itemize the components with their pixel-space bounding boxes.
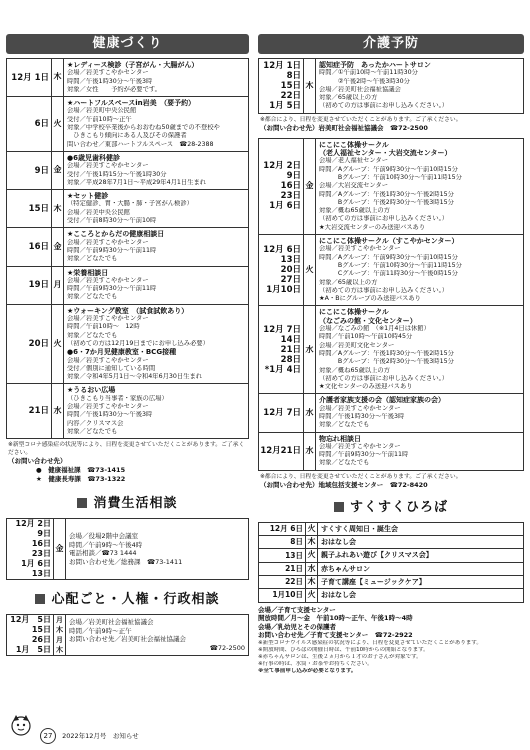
event-line: 時間／午前9時30分～午前11時 — [67, 246, 157, 254]
consumer-line: 電話相談／☎73 1444 — [69, 549, 137, 558]
kids-text: 子育て講座【ミュージックケア】 — [318, 575, 524, 588]
heading-bar-icon — [334, 502, 344, 512]
care-date: 14日 — [280, 334, 301, 345]
care-table-1 — [258, 58, 524, 114]
human-heading — [6, 590, 249, 610]
health-row — [7, 190, 249, 228]
care-date: 8日 — [286, 70, 301, 81]
care-line: 時間／Aグループ：午後1時30分～午後2時15分 — [319, 349, 454, 357]
health-contact-2: ★ 健康長寿課 ☎73-1322 — [36, 475, 126, 484]
care-line: 会場／岩美町文化センター — [319, 341, 395, 349]
event-title: ●6歳児歯科健診 — [67, 153, 120, 162]
event-line: 会場／岩美すこやかセンター — [67, 238, 149, 246]
event-body — [64, 228, 249, 266]
event-line: 会場／岩美中央公民館 — [67, 208, 130, 216]
care-date: 13日 — [280, 255, 301, 266]
care-line: 時間／Aグループ：午前9時30分～午前10時15分 — [319, 253, 458, 261]
event-body — [64, 384, 249, 439]
event-line: 時間／午後1時30分～午後3時 — [67, 411, 153, 419]
event-dow: 水 — [52, 384, 64, 439]
care-dates: 12月21日 — [259, 432, 304, 470]
health-row — [7, 97, 249, 152]
care-line: 時間／①午前10時～午前11時30分 — [319, 69, 418, 77]
event-line: （ひきこもり当事者・家族の広場） — [67, 394, 168, 402]
care-row — [259, 235, 524, 306]
event-line: ●6・7か月児健康教室・BCG接種 — [67, 348, 177, 357]
mascot-icon — [8, 712, 34, 738]
event-line: 対象／どなたでも — [67, 255, 118, 263]
event-line: 会場／岩美すこやかセンター — [67, 162, 149, 170]
event-title: ★栄養相談日 — [67, 268, 109, 277]
kids-text: おはなし会 — [318, 589, 524, 602]
event-line: 受付／個別に通知している時間 — [67, 364, 156, 372]
event-line: ひきこもり傾向にある人及びその保護者 — [67, 132, 187, 140]
kids-date: 21日 — [259, 562, 306, 575]
care-body — [316, 59, 524, 114]
human-line: 時間／午前9時～正午 — [69, 626, 132, 635]
care-line: 時間／午前9時30分～午前11時 — [319, 451, 409, 459]
event-body — [64, 151, 249, 189]
event-line: 受付／午後1時15分～午後1時30分 — [67, 170, 167, 178]
care-line: 会場／大岩交流センター — [319, 182, 389, 190]
care-body — [316, 138, 524, 234]
care-row — [259, 306, 524, 394]
care-dow: 水 — [304, 432, 316, 470]
care-line: 会場／岩美すこやかセンター — [319, 404, 401, 412]
kids-date: 1月10日 — [259, 589, 306, 602]
kids-row — [259, 549, 524, 562]
care-title: にこにこ体操サークル — [319, 140, 389, 149]
care-dates: 12月 7日 — [259, 394, 304, 432]
event-line: 対象／中学校卒業後からおおむね50歳までの不登校や — [67, 124, 220, 132]
health-row — [7, 151, 249, 189]
health-table — [6, 58, 249, 439]
care-line: （初めての方は事前にお申し込みください。） — [319, 374, 449, 382]
care-date: 9日 — [286, 171, 301, 182]
kids-dow: 木 — [306, 575, 318, 588]
kids-row — [259, 536, 524, 549]
kids-info-line: ※行事の時は、水筒・お茶やお持ちください。 — [258, 661, 373, 668]
consumer-date: 12月 2日 — [15, 519, 51, 529]
event-body — [64, 59, 249, 97]
health-contact-1: ● 健康福祉課 ☎73-1415 — [36, 466, 126, 475]
consumer-date: 1月 6日 — [21, 559, 51, 569]
event-body — [64, 304, 249, 384]
care-line: Bグループ：午後2時30分～午後3時15分 — [319, 358, 454, 366]
health-heading: 健康づくり — [6, 34, 249, 54]
kids-title: すくすくひろば — [349, 499, 448, 515]
event-date: 21日 — [7, 384, 52, 439]
consumer-dates — [7, 519, 54, 580]
care-line: Bグループ：午後2時30分～午後3時15分 — [319, 198, 454, 206]
care-line: 対象／概ね65歳以上の方 — [319, 366, 390, 374]
care-line: 対象／概ね65歳以上の方 — [319, 207, 390, 215]
event-dow: 木 — [52, 190, 64, 228]
event-line: 対象／令和4年5月1日～令和4年6月30日生まれ — [67, 373, 203, 381]
event-dow: 金 — [52, 151, 64, 189]
event-line: 会場／岩美すこやかセンター — [67, 69, 149, 77]
health-contact-label: （お問い合わせ先） — [8, 457, 67, 466]
event-line: 会場／岩美すこやかセンター — [67, 315, 149, 323]
care-line: Bグループ：午前10時30分～午前11時15分 — [319, 261, 462, 269]
health-row — [7, 304, 249, 384]
kids-dow: 木 — [306, 536, 318, 549]
consumer-table — [6, 518, 249, 580]
event-body — [64, 266, 249, 304]
care-dates — [259, 235, 304, 306]
event-date: 20日 — [7, 304, 52, 384]
care-line: 対象／65歳以上の方 — [319, 94, 378, 102]
care-line: （老人福祉センター・大岩交流センター） — [319, 149, 452, 158]
care-date: 28日 — [280, 354, 301, 365]
care-line: 時間／Aグループ：午前9時30分～午前10時15分 — [319, 165, 458, 173]
consumer-dow: 金 — [54, 519, 66, 580]
event-line: 対象／どなたでも — [67, 427, 118, 435]
event-title: ★ウォーキング教室 （試食試飲あり） — [67, 306, 189, 315]
care-date: 12月 7日 — [263, 324, 301, 335]
human-date: 26日 — [31, 635, 51, 645]
care-date: 21日 — [280, 344, 301, 355]
care-line: ②午後2時～午後3時30分 — [319, 77, 410, 85]
event-body — [64, 190, 249, 228]
care-line: 対象／どなたでも — [319, 459, 370, 467]
care-date: 1月 5日 — [269, 100, 301, 111]
care-dow: 金 — [304, 138, 316, 234]
page-footer — [40, 728, 139, 744]
consumer-line: お問い合わせ先／総務課 ☎73-1411 — [69, 557, 183, 566]
event-date: 16日 — [7, 228, 52, 266]
event-line: 対象／どなたでも — [67, 293, 118, 301]
care-dow: 水 — [304, 394, 316, 432]
event-line: 時間／午前9時30分～午前11時 — [67, 285, 157, 293]
care-date: 12月 6日 — [263, 245, 301, 256]
event-body — [64, 97, 249, 152]
kids-info-line: 会場／子育て支援センター — [258, 605, 336, 614]
kids-row — [259, 575, 524, 588]
event-line: 受付／午前10時～正午 — [67, 115, 132, 123]
care-line: 会場／岩美町社会福祉協議会 — [319, 85, 401, 93]
event-title: ★ハートフルスペースin岩美 （要予約） — [67, 99, 196, 108]
care-date: 23日 — [280, 191, 301, 202]
care-dow: 火 — [304, 235, 316, 306]
care-line: 対象／どなたでも — [319, 421, 370, 429]
human-date: 1月 5日 — [15, 645, 51, 655]
health-row — [7, 59, 249, 97]
heading-bar-icon — [77, 498, 87, 508]
care-contact-2: （お問い合わせ先）地域包括支援センター ☎72-8420 — [260, 480, 428, 489]
human-title: 心配ごと・人権・行政相談 — [51, 592, 220, 608]
care-note-1: ※都合により、日程を変更させていただくことがあります。ご了承ください。 — [260, 116, 462, 123]
kids-row — [259, 589, 524, 602]
human-date: 15日 — [31, 625, 51, 635]
care-row — [259, 138, 524, 234]
kids-info-line: お問い合わせ先／子育て支援センター ☎72-2922 — [258, 631, 413, 640]
care-dow: 木 — [304, 59, 316, 114]
human-dow: 木 — [56, 646, 63, 655]
event-line: 時間／午前10時～ 12時 — [67, 323, 140, 331]
event-line: 会場／岩美町中央公民館 — [67, 107, 137, 115]
event-date: 6日 — [7, 97, 52, 152]
care-line: 時間／午後1時30分～午後3時 — [319, 412, 405, 420]
kids-text: 親子ふれあい遊び【クリスマス会】 — [318, 549, 524, 562]
kids-info-line: ※新型コロナウイルス感染症の状況等により、日程を変更させていただくことがあります。 — [258, 639, 482, 646]
care-line: 会場／老人福祉センター — [319, 157, 389, 165]
event-dow: 金 — [52, 228, 64, 266]
care-date: 1月10日 — [266, 285, 301, 296]
footer-text: 2022年12月号 お知らせ — [62, 732, 139, 740]
human-table — [6, 614, 249, 656]
kids-info-line: ※開放時間、ひろばの開催日時は、午前10時からの開始となります。 — [258, 646, 429, 653]
care-line: 会場／なごみの館 （※1月4日は休館） — [319, 325, 430, 333]
heading-bar-icon — [35, 594, 45, 604]
care-body — [316, 394, 524, 432]
human-date: 12月 5日 — [10, 615, 51, 625]
health-row — [7, 384, 249, 439]
kids-info-line: 会場／乳幼児とその保護者 — [258, 622, 336, 631]
event-line: 会場／岩美すこやかセンター — [67, 356, 149, 364]
care-body — [316, 306, 524, 394]
care-line: 会場／岩美すこやかセンター — [319, 245, 401, 253]
event-line: 問い合わせ／東部ハートフルスペース ☎28-2388 — [67, 140, 214, 148]
kids-info — [258, 606, 524, 676]
kids-info-line: 開放時間／月～金 午前10時～正午、午後1時～4時 — [258, 614, 413, 623]
care-line: ★A・Bにグループのみ送迎バスあり — [319, 295, 421, 303]
kids-dow: 水 — [306, 562, 318, 575]
care-line: （なごみの館・文化センター） — [319, 316, 417, 325]
care-line: 対象／65歳以上の方 — [319, 278, 378, 286]
care-line: ★文化センターのみ送迎バスあり — [319, 383, 413, 391]
care-date: 20日 — [280, 265, 301, 276]
event-title: ★レディース検診（子宮がん・大腸がん） — [67, 61, 199, 69]
kids-date: 22日 — [259, 575, 306, 588]
event-line: 内容／クリスマス会 — [67, 419, 124, 427]
kids-date: 8日 — [259, 536, 306, 549]
event-dow: 火 — [52, 97, 64, 152]
kids-table — [258, 522, 524, 603]
event-title: ★うるおい広場 — [67, 386, 116, 395]
human-dow: 月 — [56, 616, 63, 625]
care-line: ★大岩交流センターのみ送迎バスあり — [319, 223, 426, 231]
event-line: 受付／午前8時30分～午前10時 — [67, 217, 157, 225]
event-line: 対象／平成28年7月1日～平成29年4月1日生まれ — [67, 178, 207, 186]
event-date: 12月 1日 — [7, 59, 52, 97]
consumer-date: 16日 — [31, 539, 51, 549]
event-line: 会場／岩美すこやかセンター — [67, 402, 149, 410]
kids-text: おはなし会 — [318, 536, 524, 549]
event-date: 15日 — [7, 190, 52, 228]
kids-dow: 火 — [306, 522, 318, 535]
event-title: ★こころとからだの健康相談日 — [67, 230, 165, 239]
kids-dow: 火 — [306, 589, 318, 602]
consumer-title: 消費生活相談 — [93, 496, 178, 512]
care-body — [316, 432, 524, 470]
event-line: （初めての方は12月19日までにお申し込み必要） — [67, 339, 209, 347]
care-contact-1: （お問い合わせ先）岩美町社会福祉協議会 ☎72-2500 — [260, 123, 428, 132]
care-table-2 — [258, 138, 524, 471]
event-date: 9日 — [7, 151, 52, 189]
consumer-heading — [6, 494, 249, 514]
care-row — [259, 432, 524, 470]
care-dates — [259, 138, 304, 234]
care-title: にこにこ体操サークル（すこやかセンター） — [319, 237, 459, 246]
event-dow: 木 — [52, 59, 64, 97]
event-dow: 月 — [52, 266, 64, 304]
human-dow: 月 — [56, 636, 63, 645]
human-dates — [7, 615, 54, 656]
care-title: にこにこ体操サークル — [319, 308, 389, 317]
care-row — [259, 59, 524, 114]
kids-date: 12月 6日 — [259, 522, 306, 535]
kids-dow: 火 — [306, 549, 318, 562]
event-line: （特定健診、胃・大腸・肺・子宮がん検診） — [67, 200, 193, 208]
page-number: 27 — [40, 728, 56, 744]
consumer-line: 時間／午前9時～午後4時 — [69, 540, 143, 549]
human-body — [66, 615, 249, 656]
event-line: 対象／女性 予約が必要です。 — [67, 85, 161, 93]
care-heading: 介護予防 — [258, 34, 524, 54]
consumer-date: 9日 — [37, 529, 51, 539]
kids-text: すくすく周知日・誕生会 — [318, 522, 524, 535]
care-dow: 水 — [304, 306, 316, 394]
kids-info-line: ※全て事前申し込みが必要となります。 — [258, 668, 357, 675]
care-date: 16日 — [280, 181, 301, 192]
health-row — [7, 266, 249, 304]
care-line: 時間／Aグループ：午後1時30分～午後2時15分 — [319, 190, 454, 198]
care-title: 介護者家族支援の会（認知症家族の会） — [319, 396, 445, 405]
care-date: 15日 — [280, 80, 301, 91]
consumer-body — [66, 519, 249, 580]
event-dow: 火 — [52, 304, 64, 384]
human-line: お問い合わせ先／岩美町社会福祉協議会 — [69, 635, 186, 644]
human-dows — [54, 615, 66, 656]
care-note-2: ※都合により、日程を変更させていただくことがあります。ご了承ください。 — [260, 473, 462, 480]
health-note: ※新型コロナ感染症の状況等により、日程を変更させていただくことがあります。ご了承ください。 — [8, 442, 245, 457]
human-line: 会場／岩美町社会福祉協議会 — [69, 618, 154, 627]
care-dates — [259, 306, 304, 394]
care-date: 12月 2日 — [263, 161, 301, 172]
care-date: 22日 — [280, 90, 301, 101]
kids-info-line: ※赤ちゃんサロンは、生後２ヵ月から１才のお子さんが対象です。 — [258, 653, 422, 660]
care-line: 時間／午前10時～午前10時45分 — [319, 333, 413, 341]
health-row — [7, 228, 249, 266]
event-title: ★セット健診 — [67, 192, 109, 201]
event-line: 会場／岩美すこやかセンター — [67, 276, 149, 284]
consumer-date: 23日 — [31, 549, 51, 559]
care-line: （初めての方は事前にお申し込みください。） — [319, 102, 449, 110]
care-line: Bグループ：午前10時30分～午前11時15分 — [319, 173, 462, 181]
care-line: （初めての方は事前にお申し込みください。） — [319, 286, 449, 294]
consumer-date: 13日 — [31, 569, 51, 579]
care-line: Cグループ：午前11時30分～午後0時15分 — [319, 270, 458, 278]
care-line: 会場／岩美すこやかセンター — [319, 442, 401, 450]
right-column — [258, 34, 524, 676]
care-date: *1月 4日 — [264, 364, 301, 375]
kids-date: 13日 — [259, 549, 306, 562]
care-row — [259, 394, 524, 432]
human-dow: 木 — [56, 626, 63, 635]
kids-heading — [258, 498, 524, 518]
kids-row — [259, 522, 524, 535]
left-column — [6, 34, 249, 656]
event-line: 時間／午後1時30分～午後3時 — [67, 77, 153, 85]
care-title: 物忘れ相談日 — [319, 434, 361, 443]
care-date: 12月 1日 — [263, 60, 301, 71]
care-line: （初めての方は事前にお申し込みください。） — [319, 215, 449, 223]
care-body — [316, 235, 524, 306]
care-date: 1月 6日 — [269, 201, 301, 212]
care-dates — [259, 59, 304, 114]
human-line: ☎72-2500 — [209, 643, 245, 652]
kids-text: 赤ちゃんサロン — [318, 562, 524, 575]
consumer-line: 会場／役場2階中会議室 — [69, 532, 139, 541]
care-date: 27日 — [280, 275, 301, 286]
event-line: 対象／どなたでも — [67, 331, 118, 339]
event-date: 19日 — [7, 266, 52, 304]
care-title: 認知症予防 あったかハートサロン — [319, 61, 431, 69]
kids-row — [259, 562, 524, 575]
